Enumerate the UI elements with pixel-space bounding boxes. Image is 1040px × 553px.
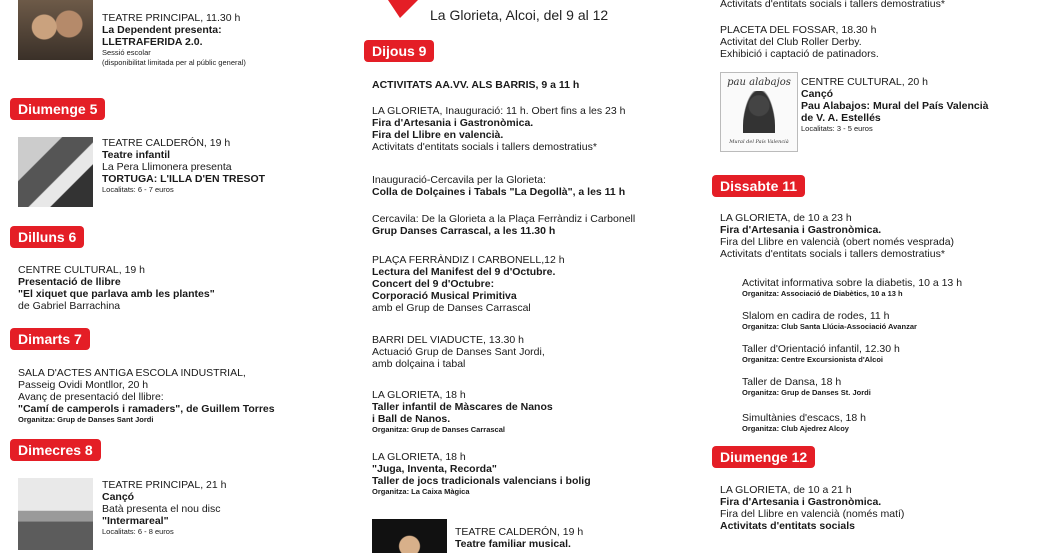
event-title-line: Grup Danses Carrascal, a les 11.30 h [372, 225, 556, 237]
sub-event-orientacio [742, 343, 900, 365]
event-info-line: Cercavila: De la Glorieta a la Plaça Ferràndiz i Carbonell [372, 213, 636, 225]
day-header-dijous-9: Dijous 9 [364, 40, 434, 62]
event-info-line: Simultànies d'escacs, 18 h [742, 412, 866, 424]
header-subtitle: La Glorieta, Alcoi, del 9 al 12 [430, 7, 609, 23]
event-cercavila-glorieta [372, 174, 625, 198]
tortuga-photo [18, 137, 93, 207]
sub-event-escacs [742, 412, 866, 434]
event-info-line: Activitats d'entitats socials i tallers demostratius* [372, 141, 597, 153]
lletraferida-photo [18, 0, 93, 60]
event-aavv-barris [372, 79, 579, 91]
event-info-line: de Gabriel Barrachina [18, 300, 121, 312]
event-title-line: Teatre infantil [102, 149, 171, 161]
event-note-line: Organitza: La Caixa Màgica [372, 487, 470, 496]
event-info-line: Batà presenta el nou disc [102, 503, 221, 515]
event-info-line: Fira del Llibre en valencià (només matí) [720, 508, 905, 520]
event-title-line: La Dependent presenta: [102, 24, 222, 36]
day-header-dilluns-6: Dilluns 6 [10, 226, 84, 248]
event-info-line: Passeig Ovidi Montllor, 20 h [18, 379, 149, 391]
event-note-line: Sessió escolar [102, 48, 151, 57]
event-glorieta-inauguracio [372, 105, 626, 153]
event-info-line: Exhibició i captació de patinadors. [720, 48, 879, 60]
event-info-line: BARRI DEL VIADUCTE, 13.30 h [372, 334, 524, 346]
event-note-line: Localitats: 3 - 5 euros [801, 124, 873, 133]
event-info-line: Activitat informativa sobre la diabetis, 10 a 13 h [742, 277, 963, 289]
event-info-line: Slalom en cadira de rodes, 11 h [742, 310, 890, 322]
event-info-line: Taller de Dansa, 18 h [742, 376, 842, 388]
poster-portrait [743, 91, 775, 133]
day-header-diumenge-12: Diumenge 12 [712, 446, 815, 468]
sub-event-slalom [742, 310, 917, 332]
event-info-line: TEATRE CALDERÓN, 19 h [102, 137, 231, 149]
event-title-line: Teatre familiar musical. [455, 538, 571, 550]
event-info-line: LA GLORIETA, 18 h [372, 389, 466, 401]
event-cami-camperols [18, 367, 275, 425]
poster-title: pau alabajos [727, 77, 791, 88]
event-info-line: amb el Grup de Danses Carrascal [372, 302, 531, 314]
day-header-diumenge-5: Diumenge 5 [10, 98, 105, 120]
event-note-line: Localitats: 6 - 7 euros [102, 185, 174, 194]
event-info-line: TEATRE PRINCIPAL, 11.30 h [102, 12, 241, 24]
event-taller-mascares [372, 389, 553, 435]
event-placa-ferrandiz [372, 254, 565, 314]
event-info-line: LA GLORIETA, 18 h [372, 451, 466, 463]
event-title-line: TORTUGA: L'ILLA D'EN TRESOT [102, 173, 266, 185]
event-info-line: La Pera Llimonera presenta [102, 161, 232, 173]
event-glorieta-dissabte [720, 212, 954, 260]
event-title-line: Presentació de llibre [18, 276, 121, 288]
event-title-line: "Juga, Inventa, Recorda" [372, 463, 497, 475]
top-right-text [720, 0, 945, 10]
event-title-line: Cançó [801, 88, 834, 100]
event-note-line: Organitza: Grup de Danses Carrascal [372, 425, 505, 434]
event-title-line: Fira del Llibre en valencià. [372, 129, 504, 141]
event-title-line: de V. A. Estellés [801, 112, 881, 124]
event-lletraferida [102, 12, 246, 68]
event-title-line: LLETRAFERIDA 2.0. [102, 36, 203, 48]
event-note-line: Organitza: Grup de Danses St. Jordi [742, 388, 871, 397]
poster-caption: Mural del País Valencià [729, 139, 789, 145]
event-title-line: Lectura del Manifest del 9 d'Octubre. [372, 266, 556, 278]
event-info-line: PLACETA DEL FOSSAR, 18.30 h [720, 24, 877, 36]
event-info-line: LA GLORIETA, de 10 a 21 h [720, 484, 852, 496]
event-info-line: CENTRE CULTURAL, 20 h [801, 76, 929, 88]
event-info-line: Activitats d'entitats socials i tallers demostratius* [720, 0, 945, 10]
event-title-line: Colla de Dolçaines i Tabals "La Degollà", a les 11 h [372, 186, 626, 198]
day-header-dissabte-11: Dissabte 11 [712, 175, 805, 197]
event-note-line: Organitza: Club Ajedrez Alcoy [742, 424, 849, 433]
event-note-line: Organitza: Grup de Danses Sant Jordi [18, 415, 154, 424]
event-note-line: (disponibilitat limitada per al públic general) [102, 58, 246, 67]
event-note-line: Localitats: 6 - 8 euros [102, 527, 174, 536]
event-info-line: SALA D'ACTES ANTIGA ESCOLA INDUSTRIAL, [18, 367, 246, 379]
event-title-line: Corporació Musical Primitiva [372, 290, 517, 302]
event-title-line: Fira d'Artesania i Gastronòmica. [720, 496, 882, 508]
event-info-line: LA GLORIETA, de 10 a 23 h [720, 212, 852, 224]
event-pau-alabajos [801, 76, 989, 134]
event-info-line: Activitats d'entitats socials i tallers demostratius* [720, 248, 945, 260]
event-info-line: Taller d'Orientació infantil, 12.30 h [742, 343, 900, 355]
event-title-line: i Ball de Nanos. [372, 413, 451, 425]
pau-alabajos-poster [720, 72, 798, 152]
event-title-line: Cançó [102, 491, 135, 503]
teatre-familiar-photo [372, 519, 447, 553]
event-title-line: Taller de jocs tradicionals valencians i bolig [372, 475, 591, 487]
event-teatre-familiar [455, 526, 583, 550]
event-xiquet [18, 264, 215, 312]
sub-event-dansa [742, 376, 871, 398]
event-info-line: Avanç de presentació del llibre: [18, 391, 164, 403]
event-info-line: PLAÇA FERRÀNDIZ I CARBONELL,12 h [372, 254, 565, 266]
event-title-line: Fira d'Artesania i Gastronòmica. [372, 117, 534, 129]
event-juga-inventa [372, 451, 591, 497]
event-info-line: Inauguració-Cercavila per la Glorieta: [372, 174, 546, 186]
event-note-line: Organitza: Club Santa Llúcia-Associació Avanzar [742, 322, 917, 331]
event-info-line: amb dolçaina i tabal [372, 358, 466, 370]
event-info-line: TEATRE CALDERÓN, 19 h [455, 526, 584, 538]
header-accent-shape [380, 0, 420, 20]
event-glorieta-diumenge [720, 484, 904, 532]
event-info-line: Actuació Grup de Danses Sant Jordi, [372, 346, 545, 358]
event-title-line: Activitats d'entitats socials [720, 520, 855, 532]
event-title-line: Fira d'Artesania i Gastronòmica. [720, 224, 882, 236]
event-title-line: Pau Alabajos: Mural del País Valencià [801, 100, 989, 112]
event-title-line: "El xiquet que parlava amb les plantes" [18, 288, 215, 300]
event-info-line: CENTRE CULTURAL, 19 h [18, 264, 146, 276]
day-header-dimecres-8: Dimecres 8 [10, 439, 101, 461]
event-info-line: Activitat del Club Roller Derby. [720, 36, 862, 48]
event-info-line: Fira del Llibre en valencià (obert només vesprada) [720, 236, 955, 248]
event-title-line: Taller infantil de Màscares de Nanos [372, 401, 553, 413]
event-note-line: Organitza: Centre Excursionista d'Alcoi [742, 355, 883, 364]
sub-event-diabetis [742, 277, 962, 299]
event-barri-viaducte [372, 334, 545, 370]
event-bata [102, 479, 226, 537]
day-header-dimarts-7: Dimarts 7 [10, 328, 90, 350]
event-roller-derby [720, 24, 879, 60]
event-title-line: "Intermareal" [102, 515, 169, 527]
event-tortuga [102, 137, 265, 195]
event-note-line: Organitza: Associació de Diabètics, 10 a 13 h [742, 289, 903, 298]
event-info-line: LA GLORIETA, Inauguració: 11 h. Obert fins a les 23 h [372, 105, 626, 117]
intermareal-photo [18, 478, 93, 550]
event-title-line: Concert del 9 d'Octubre: [372, 278, 495, 290]
event-title-line: "Camí de camperols i ramaders", de Guillem Torres [18, 403, 275, 415]
event-title-line: ACTIVITATS AA.VV. ALS BARRIS, 9 a 11 h [372, 79, 580, 91]
event-cercavila-placa [372, 213, 635, 237]
event-info-line: TEATRE PRINCIPAL, 21 h [102, 479, 227, 491]
